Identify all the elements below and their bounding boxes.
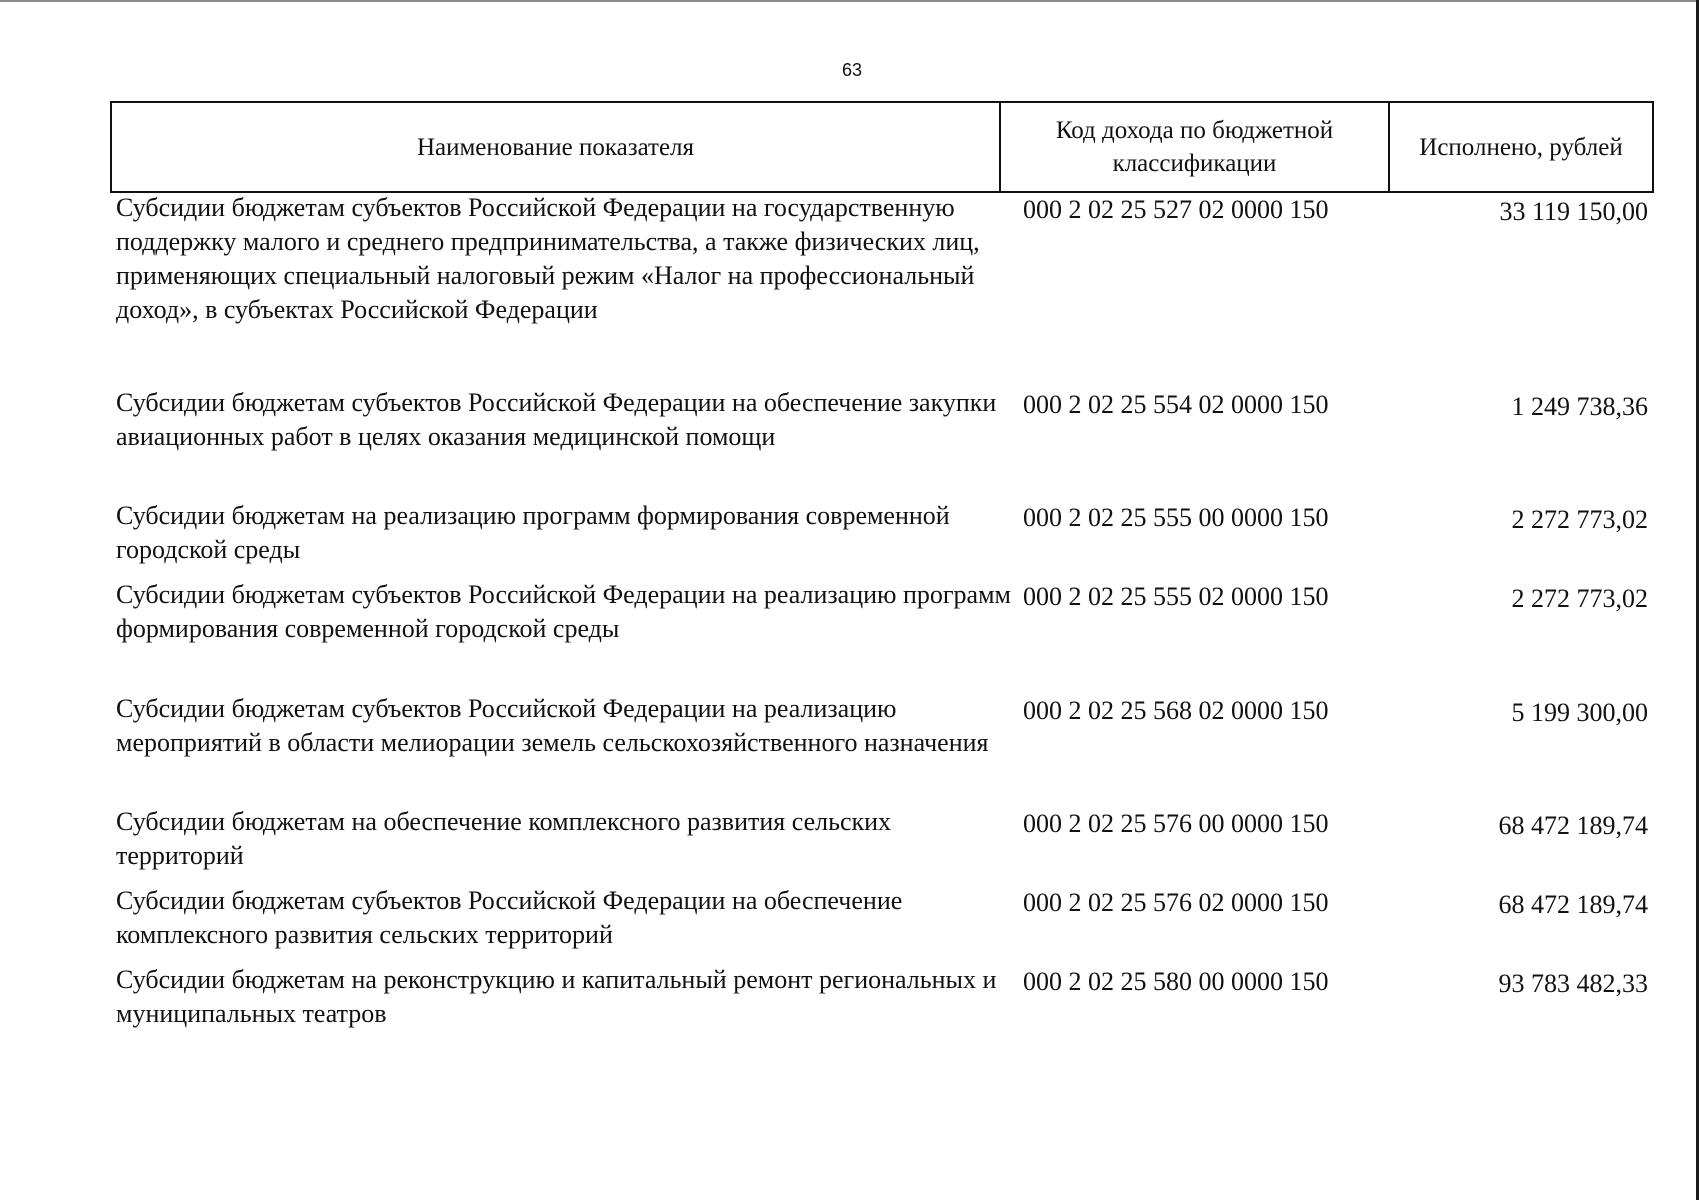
row-amount: 2 272 773,02 — [1511, 584, 1648, 613]
row-code: 000 2 02 25 580 00 0000 150 — [1023, 967, 1329, 996]
row-name: Субсидии бюджетам на реализацию программ формирования современной городской среды — [116, 501, 950, 564]
scan-top-edge — [0, 0, 1699, 2]
row-code: 000 2 02 25 568 02 0000 150 — [1023, 696, 1329, 725]
row-name: Субсидии бюджетам субъектов Российской Федерации на реализацию программ формирования современной городской среды — [116, 580, 1011, 643]
row-amount: 5 199 300,00 — [1511, 698, 1648, 727]
header-amount: Исполнено, рублей — [1419, 133, 1623, 161]
row-code: 000 2 02 25 576 00 0000 150 — [1023, 809, 1329, 838]
table-header — [110, 101, 1654, 193]
row-amount: 33 119 150,00 — [1499, 197, 1648, 226]
row-name: Субсидии бюджетам субъектов Российской Федерации на обеспечение закупки авиационных работ в целях оказания медицинской помощи — [116, 388, 997, 451]
row-amount: 68 472 189,74 — [1498, 890, 1648, 919]
row-name: Субсидии бюджетам на реконструкцию и капитальный ремонт региональных и муниципальных театров — [116, 965, 997, 1028]
row-amount: 2 272 773,02 — [1511, 505, 1648, 534]
row-code: 000 2 02 25 576 02 0000 150 — [1023, 888, 1329, 917]
row-code: 000 2 02 25 527 02 0000 150 — [1023, 195, 1329, 224]
row-code: 000 2 02 25 555 02 0000 150 — [1023, 582, 1329, 611]
row-name: Субсидии бюджетам субъектов Российской Федерации на государственную поддержку малого и среднего предпринимательства, а также физических лиц, применяющих специальный налоговый режим «Налог на профессиональный доход», в субъектах Российской Федерации — [116, 193, 980, 324]
header-name: Наименование показателя — [112, 103, 1001, 191]
row-code: 000 2 02 25 554 02 0000 150 — [1023, 390, 1329, 419]
page-number: 63 — [841, 60, 863, 80]
row-amount: 1 249 738,36 — [1511, 392, 1648, 421]
row-amount: 93 783 482,33 — [1498, 969, 1648, 998]
row-name: Субсидии бюджетам субъектов Российской Федерации на реализацию мероприятий в области мелиорации земель сельскохозяйственного назначения — [116, 694, 989, 757]
header-code: Код дохода по бюджетной классификации — [1001, 103, 1390, 191]
row-name: Субсидии бюджетам субъектов Российской Федерации на обеспечение комплексного развития сельских территорий — [116, 886, 903, 949]
row-name: Субсидии бюджетам на обеспечение комплексного развития сельских территорий — [116, 807, 892, 870]
row-amount: 68 472 189,74 — [1498, 811, 1648, 840]
row-code: 000 2 02 25 555 00 0000 150 — [1023, 503, 1329, 532]
